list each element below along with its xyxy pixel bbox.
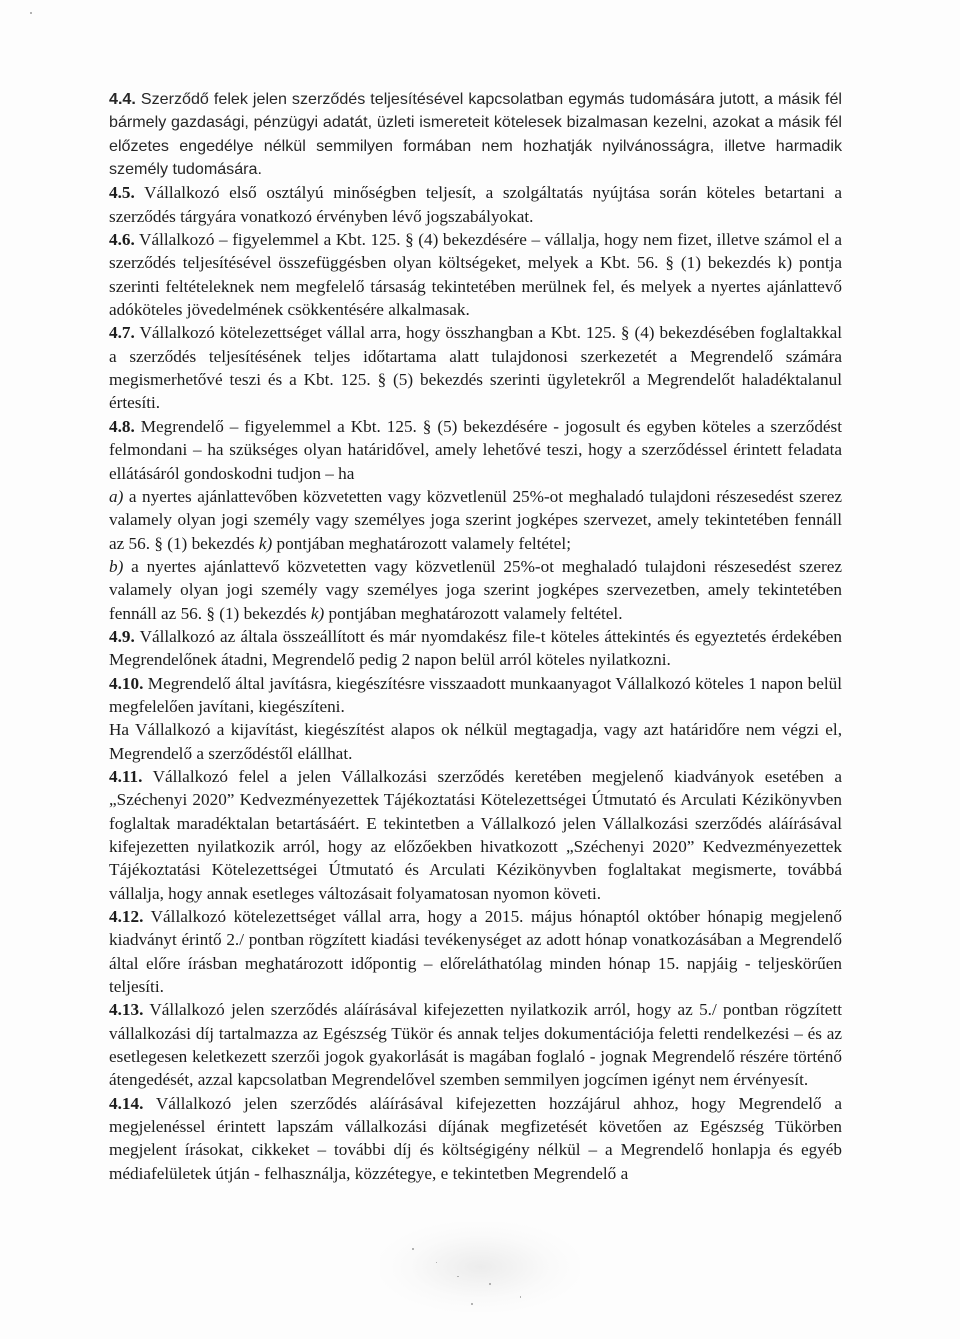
section-number: 4.9. xyxy=(109,626,135,646)
paragraph-4-10 xyxy=(109,672,842,719)
paragraph-text: Ha Vállalkozó a kijavítást, kiegészítést alapos ok nélkül megtagadja, vagy azt határidőre nem végzi el, Megrendelő a szerződéstől elállhat. xyxy=(109,720,842,763)
paragraph-text: Vállalkozó jelen szerződés aláírásával kifejezetten hozzájárul ahhoz, hogy Megrendelő a megjelenéssel érintett lapszám vállalkozási díjának megfizetését követően az Egészség Tükörben megjelent írásokat, cikkeket – további díj és költségigény nélkül – a Megrendelő honlapja és egyéb médiafelületek útján - felhasználja, közzétegye, e tekintetben Megrendelő a xyxy=(109,1093,842,1183)
paragraph-4-5 xyxy=(109,181,842,228)
paragraph-text: Vállalkozó kötelezettséget vállal arra, hogy a 2015. május hónaptól október hónapig megjelenő kiadványt érintő 2./ pontban rögzített kiadási tevékenységet az adott hónap vonatkozásában a Megrendelő által előre írásban meghatározott időpontig – előreláthatólag minden hónap 15. napjáig - teljeskörűen teljesíti. xyxy=(109,907,842,997)
scan-speck xyxy=(412,1248,414,1250)
point-reference: k) xyxy=(310,603,325,623)
scan-smudge xyxy=(380,1222,580,1312)
scan-speck xyxy=(436,1262,437,1263)
point-reference: k) xyxy=(258,533,273,553)
section-number: 4.14. xyxy=(109,1093,144,1113)
paragraph-4-12 xyxy=(109,905,842,998)
paragraph-text: Vállalkozó kötelezettséget vállal arra, hogy összhangban a Kbt. 125. § (4) bekezdésében foglaltakkal a szerződés teljesítésének teljes időtartama alatt tulajdonosi szerkezetét a Megrendelő számára megismerhetővé teszi és a Kbt. 125. § (5) bekezdés szerinti ügyletekről a Megrendelőt haladéktalanul értesíti. xyxy=(109,323,842,413)
list-marker: a) xyxy=(109,486,124,506)
list-item-text: a nyertes ajánlattevő közvetetten vagy közvetlenül 25%-ot meghaladó tulajdoni részesedést szerez valamely olyan jogi személy vagy személyes joga szerint jogképes szervezetben, amely tekintetében fennáll az 56. § (1) bekezdés xyxy=(109,556,842,623)
scan-speck xyxy=(30,12,32,14)
scan-speck xyxy=(520,1296,521,1298)
paragraph-text: Vállalkozó felel a jelen Vállalkozási szerződés keretében megjelenő kiadványok esetében a „Széchenyi 2020” Kedvezményezettek Tájékoztatási Kötelezettségei Útmutató és Arculati Kézikönyvben foglaltak maradéktalan betartásáért. E tekintetben a Vállalkozó jelen Vállalkozási szerződés aláírásával kifejezetten nyilatkozik arról, hogy az előzőekben hivatkozott „Széchenyi 2020” Kedvezményezettek Tájékoztatási Kötelezettségei Útmutató és Arculati Kézikönyvben foglaltakat megismerte, továbbá vállalja, hogy annak esetleges változásait folyamatosan nyomon követi. xyxy=(109,766,842,903)
paragraph-text: Szerződő felek jelen szerződés teljesítésével kapcsolatban egymás tudomására jutott, a másik fél bármely gazdasági, pénzügyi adatát, üzleti ismereteit kötelesek bizalmasan kezelni, azokat a másik fél előzetes engedélye nélkül semmilyen formában nem hozhatják nyilvánosságra, illetve harmadik személy tudomására. xyxy=(109,90,842,179)
paragraph-text: Vállalkozó – figyelemmel a Kbt. 125. § (4) bekezdésére – vállalja, hogy nem fizet, illetve számol el a szerződés teljesítésével összefüggésben olyan költségeket, melyek a Kbt. 56. § (1) bekezdés k) pontja szerinti feltételeknek nem megfelelő társaság tekintetében merülnek fel, és melyek a nyertes ajánlattevő adóköteles jövedelmének csökkentésére alkalmasak. xyxy=(109,230,842,320)
paragraph-4-7 xyxy=(109,321,842,414)
list-marker: b) xyxy=(109,556,124,576)
scan-speck xyxy=(471,1303,473,1305)
section-number: 4.12. xyxy=(109,907,144,927)
list-item-text-end: pontjában meghatározott valamely feltétel. xyxy=(324,603,623,623)
paragraph-text: Vállalkozó az általa összeállított és már nyomdakész file-t köteles áttekintés és egyeztetés érdekében Megrendelőnek átadni, Megrendelő pedig 2 napon belül arról köteles nyilatkozni. xyxy=(109,626,842,670)
section-number: 4.6. xyxy=(109,230,135,250)
section-number: 4.13. xyxy=(109,1000,144,1020)
paragraph-4-14 xyxy=(109,1092,842,1185)
scan-speck xyxy=(457,1276,459,1277)
paragraph-text: Megrendelő – figyelemmel a Kbt. 125. § (5) bekezdésére - jogosult és egyben köteles a szerződést felmondani – ha szükséges olyan határidővel, amely lehetővé teszi, hogy a szerződéssel érintett feladata ellátásáról gondoskodni tudjon – ha xyxy=(109,416,842,483)
paragraph-4-9 xyxy=(109,625,842,672)
scan-speck xyxy=(489,1283,491,1285)
section-number: 4.5. xyxy=(109,183,135,203)
document-body xyxy=(109,88,842,1185)
section-number: 4.11. xyxy=(109,766,143,786)
list-item-text-end: pontjában meghatározott valamely feltétel; xyxy=(272,533,571,553)
paragraph-text: Vállalkozó jelen szerződés aláírásával kifejezetten nyilatkozik arról, hogy az 5./ pontban rögzített vállalkozási díj tartalmazza az Egészség Tükör és annak teljes dokumentációja feletti rendelkezési – és az esetlegesen keletkezett szerzői jogok gyakorlását is magában foglaló - jognak Megrendelő részére történő átengedését, azzal kapcsolatban Megrendelővel szemben semmilyen jogcímen igényt nem érvényesít. xyxy=(109,1000,842,1090)
section-number: 4.4. xyxy=(109,90,136,108)
list-item-a xyxy=(109,485,842,555)
section-number: 4.10. xyxy=(109,673,144,693)
section-number: 4.7. xyxy=(109,323,135,343)
paragraph-4-6 xyxy=(109,228,842,321)
list-item-b xyxy=(109,555,842,625)
list-item-text: a nyertes ajánlattevőben közvetetten vagy közvetlenül 25%-ot meghaladó tulajdoni részesedést szerez valamely olyan jogi személy vagy személyes joga szerint jogképes szervezet, amely tekintetében fennáll az 56. § (1) bekezdés xyxy=(109,486,842,553)
paragraph-4-13 xyxy=(109,998,842,1091)
section-number: 4.8. xyxy=(109,416,135,436)
paragraph-4-4 xyxy=(109,88,842,181)
paragraph-4-11 xyxy=(109,765,842,905)
paragraph-text: Megrendelő által javításra, kiegészítésre visszaadott munkaanyagot Vállalkozó köteles 1 napon belül megfelelően javítani, kiegészíteni. xyxy=(109,673,842,716)
paragraph-4-8 xyxy=(109,415,842,485)
paragraph-4-10-continued xyxy=(109,718,842,765)
paragraph-text: Vállalkozó első osztályú minőségben teljesít, a szolgáltatás nyújtása során köteles betartani a szerződés tárgyára vonatkozó érvényben lévő jogszabályokat. xyxy=(109,183,842,226)
